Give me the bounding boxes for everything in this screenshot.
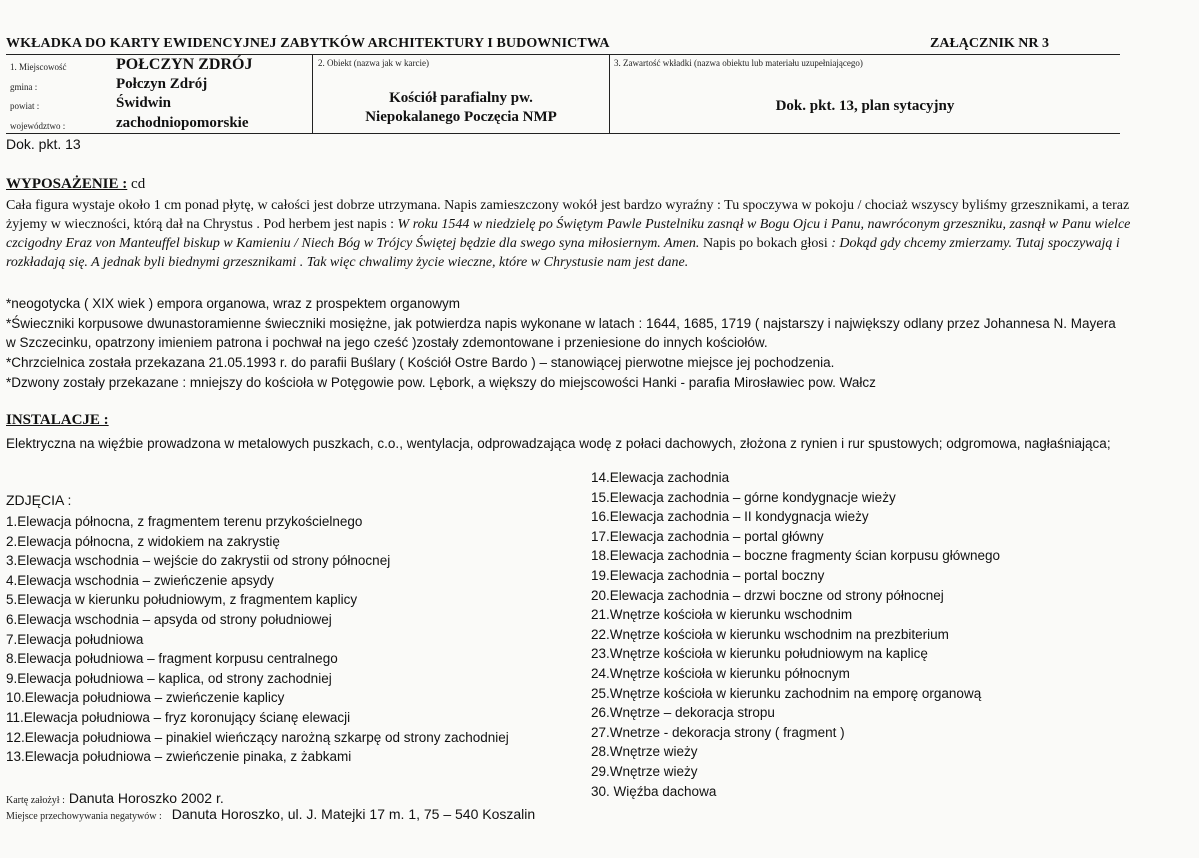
photo-list-item: 12.Elewacja południowa – pinakiel wieńczący narożną szkarpę od strony zachodniej	[6, 729, 509, 745]
photo-list-item: 30. Więźba dachowa	[591, 783, 717, 799]
table-bottom-border	[6, 133, 1120, 134]
zdjecia-heading: ZDJĘCIA :	[6, 492, 72, 508]
miejscowosc-value: POŁCZYN ZDRÓJ	[116, 56, 253, 73]
photo-list-item: 25.Wnętrze kościoła w kierunku zachodnim na emporę organową	[591, 685, 982, 701]
object-label: 2. Obiekt (nazwa jak w karcie)	[318, 58, 429, 68]
photo-list-item: 9.Elewacja południowa – kaplica, od strony zachodniej	[6, 670, 332, 686]
storage-label: Miejsce przechowywania negatywów :	[6, 811, 162, 822]
gmina-label: gmina :	[10, 82, 38, 92]
photo-list-item: 24.Wnętrze kościoła w kierunku północnym	[591, 665, 850, 681]
table-divider-2	[609, 54, 610, 133]
storage-value: Danuta Horoszko, ul. J. Matejki 17 m. 1, 75 – 540 Koszalin	[171, 806, 536, 822]
wyposazenie-heading-row	[6, 176, 145, 193]
side-inscription-intro: Napis po bokach głosi	[699, 236, 832, 251]
figure-description: Cała figura wystaje około 1 cm ponad płytę, w całości jest dobrze utrzymana. Napis zamieszczony wokół jest bardzo wyraźny : Tu spoczywa w pokoju / chociaż wszyscy byliśmy grzesznikami, a teraz żyjemy w wieczności, którą dał na Chrystus . Pod herbem jest napis :	[6, 198, 1130, 232]
photo-list-item: 19.Elewacja zachodnia – portal boczny	[591, 567, 825, 583]
photo-list-left	[6, 512, 509, 767]
object-name-line1: Kościół parafialny pw.	[389, 90, 533, 106]
author-value: Danuta Horoszko 2002 r.	[68, 790, 224, 806]
wyposazenie-item-empora: *neogotycka ( XIX wiek ) empora organowa, wraz z prospektem organowym	[6, 296, 460, 311]
contents-value: Dok. pkt. 13, plan sytacyjny	[775, 98, 955, 114]
form-title: WKŁADKA DO KARTY EWIDENCYJNEJ ZABYTKÓW ARCHITEKTURY I BUDOWNICTWA	[6, 36, 610, 51]
photo-list-item: 18.Elewacja zachodnia – boczne fragmenty ścian korpusu głównego	[591, 548, 1001, 564]
photo-list-item: 20.Elewacja zachodnia – drzwi boczne od strony północnej	[591, 587, 944, 603]
annex-number: ZAŁĄCZNIK NR 3	[930, 36, 1050, 51]
photo-list-item: 13.Elewacja południowa – zwieńczenie pinaka, z żabkami	[6, 749, 352, 765]
contents-label: 3. Zawartość wkładki (nazwa obiektu lub materiału uzupełniającego)	[614, 58, 863, 68]
photo-list-item: 26.Wnętrze – dekoracja stropu	[591, 705, 775, 721]
photo-list-item: 22.Wnętrze kościoła w kierunku wschodnim na prezbiterium	[591, 626, 949, 642]
wyposazenie-item-dzwony: *Dzwony zostały przekazane : mniejszy do kościoła w Potęgowie pow. Lębork, a większy do miejscowości Hanki - parafia Mirosławiec pow. Wałcz	[6, 375, 876, 390]
powiat-label: powiat :	[10, 101, 40, 111]
photo-list-item: 11.Elewacja południowa – fryz koronujący ścianę elewacji	[6, 709, 351, 725]
wyposazenie-paragraph-1	[6, 196, 1134, 272]
wojewodztwo-label: województwo :	[10, 121, 66, 131]
side-inscription: : Dokąd gdy chcemy zmierzamy. Tutaj spoczywają i rozkładają się. A jednak byli biednymi grzesznikami . Tak więc chwalimy życie wieczne, które w Chrystusie nam jest dane.	[6, 236, 1120, 270]
powiat-value: Świdwin	[116, 95, 172, 111]
photo-list-item: 2.Elewacja północna, z widokiem na zakrystię	[6, 533, 280, 549]
wyposazenie-heading: WYPOSAŻENIE :	[6, 176, 128, 192]
herb-inscription: W roku 1544 w niedzielę po Świętym Pawle Pustelniku zasnął w Bogu Ojcu i Panu, nawróconym grzeszniku, zasnął w Panu wielce czcigodny Eraz von Manteuffel biskup w Kamieniu / Niech Bóg w Trójcy Świętej będzie dla swego syna miłosiernym. Amen.	[6, 217, 1131, 251]
gmina-value: Połczyn Zdrój	[116, 76, 208, 92]
wyposazenie-item-swieczniki: *Świeczniki korpusowe dwunastoramienne świeczniki mosiężne, jak potwierdza napis wykonane w latach : 1644, 1685, 1719 ( najstarszy i największy odlany przez Johannesa N. Mayera w Szczecinku, opatrzony imieniem patrona i pochwał na jego cześć )zostały zdemontowane i przeniesione do innych kościołów.	[6, 316, 1116, 350]
photo-list-item: 6.Elewacja wschodnia – apsyda od strony południowej	[6, 611, 332, 627]
author-label: Kartę założył :	[6, 795, 65, 806]
photo-list-item: 7.Elewacja południowa	[6, 631, 144, 647]
wyposazenie-item-chrzcielnica: *Chrzcielnica została przekazana 21.05.1993 r. do parafii Buślary ( Kościół Ostre Bardo ) – stanowiącej pierwotne miejsce jej pochodzenia.	[6, 355, 835, 370]
instalacje-text: Elektryczna na więźbie prowadzona w metalowych puszkach, c.o., wentylacja, odprowadzająca wodę z połaci dachowych, złożona z rynien i rur spustowych; odgromowa, nagłaśniająca;	[6, 436, 1111, 451]
photo-list-right	[591, 468, 1000, 801]
photo-list-item: 4.Elewacja wschodnia – zwieńczenie apsydy	[6, 572, 274, 588]
photo-list-item: 21.Wnętrze kościoła w kierunku wschodnim	[591, 607, 853, 623]
storage-row	[6, 806, 535, 824]
photo-list-item: 10.Elewacja południowa – zwieńczenie kaplicy	[6, 690, 285, 706]
doc-reference: Dok. pkt. 13	[6, 136, 81, 152]
photo-list-item: 16.Elewacja zachodnia – II kondygnacja wieży	[591, 509, 869, 525]
photo-list-item: 28.Wnętrze wieży	[591, 744, 698, 760]
photo-list-item: 15.Elewacja zachodnia – górne kondygnacje wieży	[591, 489, 896, 505]
photo-list-item: 5.Elewacja w kierunku południowym, z fragmentem kaplicy	[6, 592, 358, 608]
instalacje-heading: INSTALACJE :	[6, 412, 109, 428]
miejscowosc-label: 1. Miejscowość	[10, 62, 67, 72]
photo-list-item: 3.Elewacja wschodnia – wejście do zakrystii od strony północnej	[6, 553, 391, 569]
photo-list-item: 17.Elewacja zachodnia – portal główny	[591, 528, 824, 544]
photo-list-item: 29.Wnętrze wieży	[591, 763, 698, 779]
wojewodztwo-value: zachodniopomorskie	[116, 115, 249, 131]
photo-list-item: 14.Elewacja zachodnia	[591, 470, 730, 485]
object-name-line2: Niepokalanego Poczęcia NMP	[365, 109, 557, 125]
photo-list-item: 8.Elewacja południowa – fragment korpusu centralnego	[6, 651, 338, 667]
photo-list-item: 23.Wnętrze kościoła w kierunku południowym na kaplicę	[591, 646, 928, 662]
wyposazenie-heading-suffix: cd	[127, 176, 146, 192]
photo-list-item: 27.Wnetrze - dekoracja strony ( fragment )	[591, 724, 845, 740]
photo-list-item: 1.Elewacja północna, z fragmentem terenu przykościelnego	[6, 514, 363, 529]
table-top-border	[6, 54, 1120, 55]
